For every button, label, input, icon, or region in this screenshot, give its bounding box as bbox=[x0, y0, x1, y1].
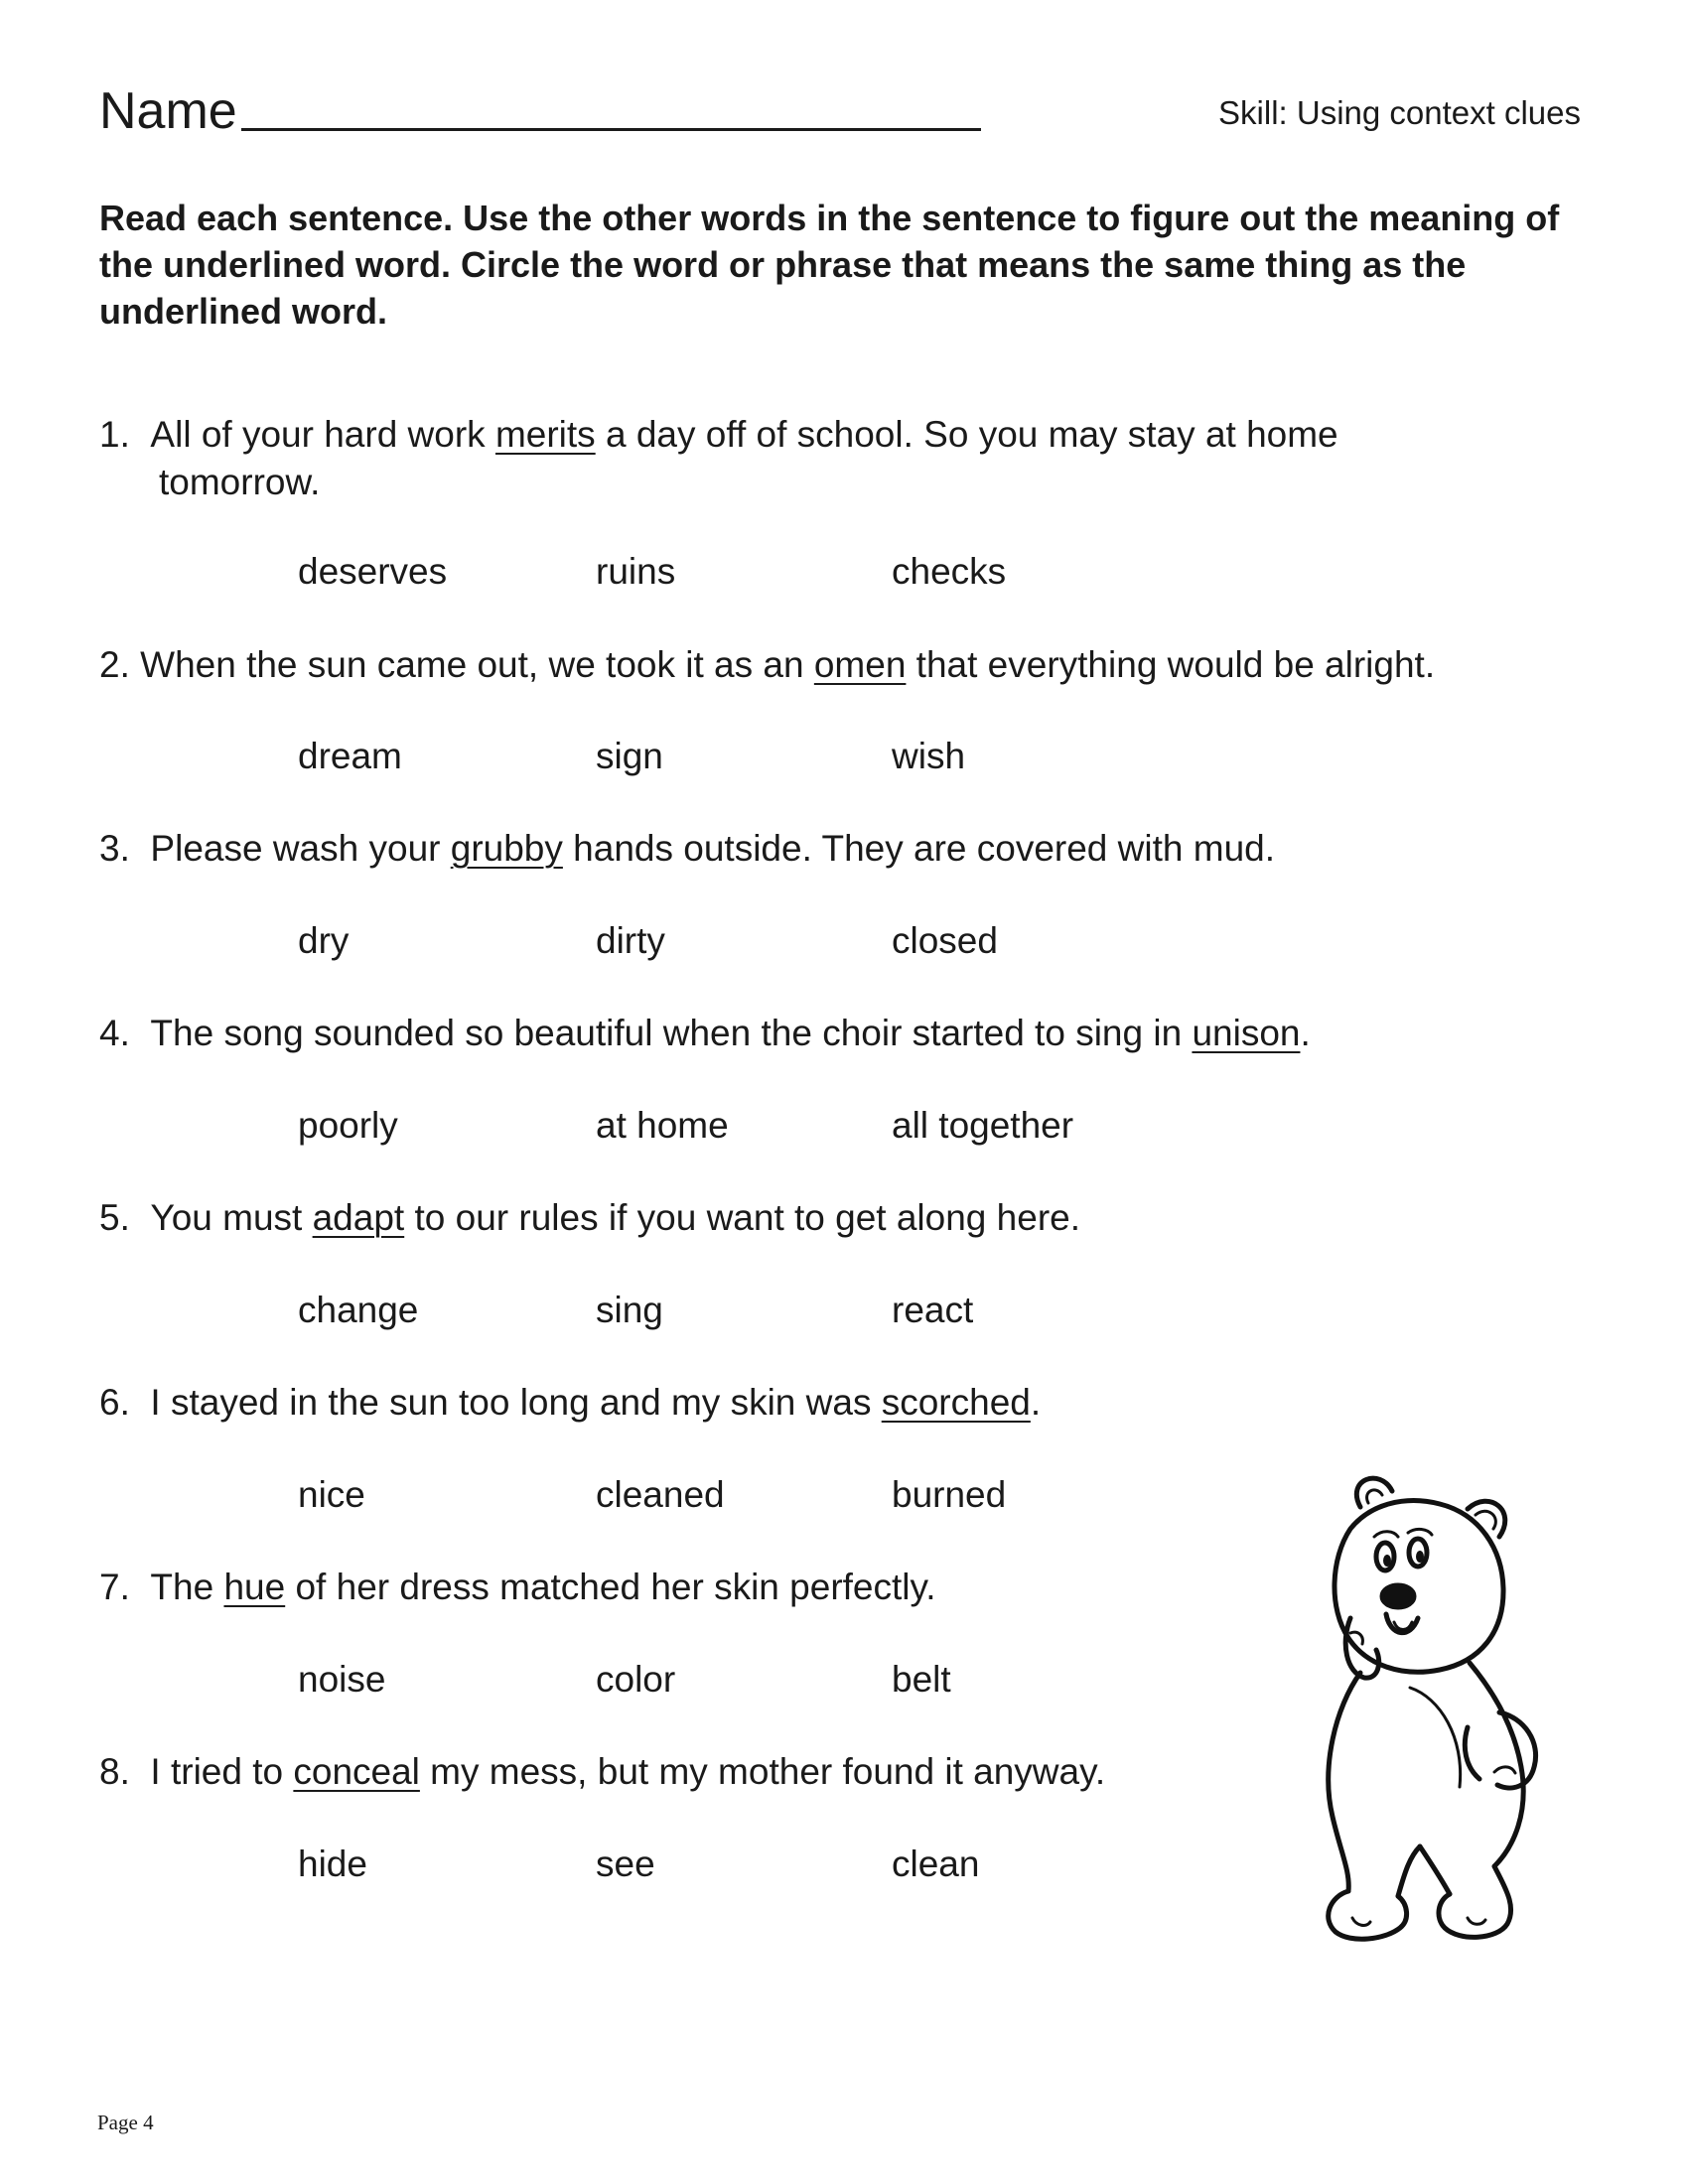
question-number: 8. bbox=[99, 1751, 130, 1792]
choice-option[interactable]: dry bbox=[298, 920, 350, 961]
question-number: 1. bbox=[99, 414, 130, 455]
question-2 bbox=[99, 641, 1589, 689]
name-write-line[interactable] bbox=[241, 128, 981, 131]
underlined-word: hue bbox=[223, 1567, 286, 1607]
question-7 bbox=[99, 1564, 1489, 1611]
underlined-word: merits bbox=[494, 414, 596, 455]
choice-option[interactable]: dirty bbox=[596, 920, 665, 961]
choice-option[interactable]: checks bbox=[892, 551, 1007, 592]
choice-option[interactable]: sign bbox=[596, 736, 663, 776]
underlined-word: adapt bbox=[312, 1197, 405, 1238]
question-text-after: to our rules if you want to get along here. bbox=[404, 1197, 1080, 1238]
question-text-after: . bbox=[1300, 1013, 1311, 1053]
choice-option[interactable]: belt bbox=[892, 1659, 951, 1700]
choice-option[interactable]: wish bbox=[892, 736, 966, 776]
question-text-after: a day off of school. So you may stay at home tomorrow. bbox=[159, 414, 1338, 502]
question-text-after: . bbox=[1030, 1382, 1042, 1423]
choice-option[interactable]: poorly bbox=[298, 1105, 398, 1146]
page-number: Page 4 bbox=[97, 2111, 154, 2134]
question-number: 3. bbox=[99, 828, 130, 869]
question-number: 7. bbox=[99, 1567, 130, 1607]
question-number: 2. bbox=[99, 644, 130, 685]
question-number: 4. bbox=[99, 1013, 130, 1053]
question-6 bbox=[99, 1379, 1489, 1427]
choice-option[interactable]: noise bbox=[298, 1659, 386, 1700]
name-label: Name bbox=[99, 82, 237, 140]
question-text-after: of her dress matched her skin perfectly. bbox=[285, 1567, 936, 1607]
underlined-word: grubby bbox=[450, 828, 563, 869]
name-field-row bbox=[99, 81, 981, 141]
question-number: 5. bbox=[99, 1197, 130, 1238]
question-text-before: All of your hard work bbox=[150, 414, 495, 455]
underlined-word: unison bbox=[1192, 1013, 1301, 1053]
question-number: 6. bbox=[99, 1382, 130, 1423]
choice-option[interactable]: react bbox=[892, 1290, 974, 1330]
choice-option[interactable]: deserves bbox=[298, 551, 448, 592]
question-text-before: The bbox=[150, 1567, 224, 1607]
question-4 bbox=[99, 1010, 1589, 1057]
choice-option[interactable]: see bbox=[596, 1843, 655, 1884]
question-5 bbox=[99, 1194, 1489, 1242]
instructions: Read each sentence. Use the other words in the sentence to figure out the meaning of the underlined word. Circle the word or phrase that means the same thing as the underlined word. bbox=[99, 198, 1560, 332]
choice-option[interactable]: nice bbox=[298, 1474, 365, 1515]
question-1 bbox=[99, 411, 1489, 506]
question-text-after: hands outside. They are covered with mud. bbox=[562, 828, 1276, 869]
question-8 bbox=[99, 1748, 1489, 1796]
choice-option[interactable]: clean bbox=[892, 1843, 980, 1884]
question-text-after: that everything would be alright. bbox=[906, 644, 1436, 685]
choice-option[interactable]: color bbox=[596, 1659, 676, 1700]
underlined-word: scorched bbox=[881, 1382, 1031, 1423]
choice-option[interactable]: ruins bbox=[596, 551, 676, 592]
question-text-before: When the sun came out, we took it as an bbox=[140, 644, 814, 685]
choice-option[interactable]: sing bbox=[596, 1290, 663, 1330]
choice-option[interactable]: burned bbox=[892, 1474, 1007, 1515]
skill-label: Skill: Using context clues bbox=[1218, 94, 1581, 131]
question-text-before: I stayed in the sun too long and my skin was bbox=[150, 1382, 882, 1423]
question-text-after: my mess, but my mother found it anyway. bbox=[419, 1751, 1106, 1792]
bear-icon bbox=[1291, 1469, 1549, 1946]
question-text-before: I tried to bbox=[150, 1751, 294, 1792]
underlined-word: conceal bbox=[293, 1751, 420, 1792]
choice-option[interactable]: closed bbox=[892, 920, 998, 961]
choice-option[interactable]: dream bbox=[298, 736, 402, 776]
choice-option[interactable]: cleaned bbox=[596, 1474, 725, 1515]
underlined-word: omen bbox=[813, 644, 907, 685]
choice-option[interactable]: at home bbox=[596, 1105, 729, 1146]
choice-option[interactable]: all together bbox=[892, 1105, 1074, 1146]
choice-option[interactable]: hide bbox=[298, 1843, 367, 1884]
question-3 bbox=[99, 825, 1489, 873]
choice-option[interactable]: change bbox=[298, 1290, 419, 1330]
question-text-before: Please wash your bbox=[150, 828, 451, 869]
question-text-before: The song sounded so beautiful when the choir started to sing in bbox=[150, 1013, 1193, 1053]
question-text-before: You must bbox=[150, 1197, 313, 1238]
